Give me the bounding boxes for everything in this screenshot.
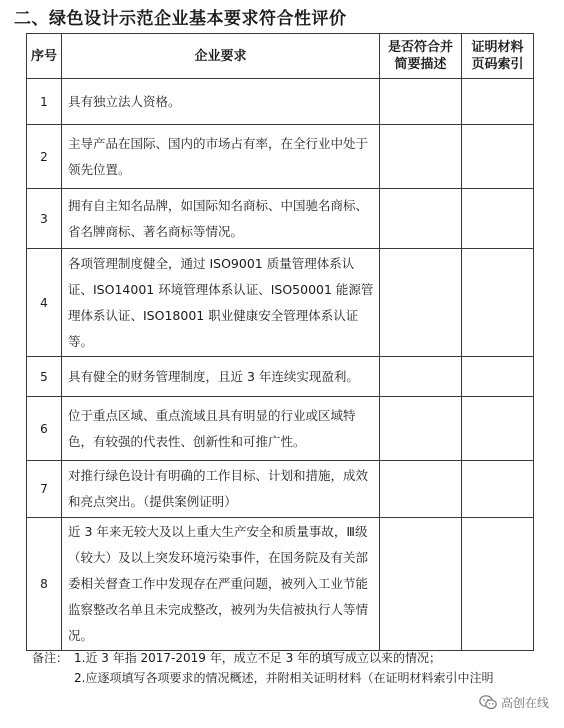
wechat-icon [479, 695, 497, 710]
table-row [27, 249, 534, 357]
requirement-text: 近 3 年来无较大及以上重大生产安全和质量事故，Ⅲ级（较大）及以上突发环境污染事件，在国务院及有关部委相关督查工作中发现存在严重问题，被列入工业节能监察整改名单且未完成整改，被列为失信被执行人等情况。 [62, 518, 380, 651]
table-row [27, 357, 534, 397]
header-evidence-line2: 页码索引 [471, 57, 524, 72]
compliance-cell[interactable] [380, 125, 462, 189]
table-row [27, 461, 534, 518]
row-number: 6 [27, 397, 62, 461]
table-row [27, 79, 534, 125]
notes-block [32, 648, 493, 688]
requirement-text: 主导产品在国际、国内的市场占有率，在全行业中处于领先位置。 [62, 125, 380, 189]
compliance-cell[interactable] [380, 189, 462, 249]
table-row [27, 518, 534, 651]
requirement-text: 拥有自主知名品牌，如国际知名商标、中国驰名商标、省名牌商标、著名商标等情况。 [62, 189, 380, 249]
requirement-text: 对推行绿色设计有明确的工作目标、计划和措施，成效和亮点突出。（提供案例证明） [62, 461, 380, 518]
evidence-cell[interactable] [462, 249, 534, 357]
watermark-text: 高创在线 [500, 696, 549, 710]
table-row [27, 397, 534, 461]
table-header-row [27, 34, 534, 79]
requirements-table [26, 33, 534, 651]
watermark [476, 693, 552, 712]
row-number: 5 [27, 357, 62, 397]
requirement-text: 位于重点区域、重点流域且具有明显的行业或区域特色，有较强的代表性、创新性和可推广性。 [62, 397, 380, 461]
note-item-2: 2.应逐项填写各项要求的情况概述，并附相关证明材料（在证明材料索引中注明 [74, 671, 494, 685]
header-serial-number: 序号 [27, 34, 62, 79]
header-enterprise-requirement: 企业要求 [62, 34, 380, 79]
header-evidence-index [462, 34, 534, 79]
compliance-cell[interactable] [380, 249, 462, 357]
compliance-cell[interactable] [380, 357, 462, 397]
row-number: 8 [27, 518, 62, 651]
note-row-1 [32, 648, 493, 668]
row-number: 2 [27, 125, 62, 189]
section-title: 二、绿色设计示范企业基本要求符合性评价 [14, 9, 347, 29]
row-number: 3 [27, 189, 62, 249]
table-row [27, 189, 534, 249]
evidence-cell[interactable] [462, 125, 534, 189]
row-number: 7 [27, 461, 62, 518]
requirement-text: 具有独立法人资格。 [62, 79, 380, 125]
compliance-cell[interactable] [380, 79, 462, 125]
header-compliance-line2: 简要描述 [394, 57, 447, 72]
evidence-cell[interactable] [462, 461, 534, 518]
evidence-cell[interactable] [462, 189, 534, 249]
header-evidence-line1: 证明材料 [471, 40, 524, 55]
evidence-cell[interactable] [462, 79, 534, 125]
requirement-text: 各项管理制度健全，通过 ISO9001 质量管理体系认证、ISO14001 环境管理体系认证、ISO50001 能源管理体系认证、ISO18001 职业健康安全管理体系认证等。 [62, 249, 380, 357]
evidence-cell[interactable] [462, 518, 534, 651]
compliance-cell[interactable] [380, 461, 462, 518]
requirement-text: 具有健全的财务管理制度，且近 3 年连续实现盈利。 [62, 357, 380, 397]
row-number: 4 [27, 249, 62, 357]
row-number: 1 [27, 79, 62, 125]
notes-label: 备注： [32, 651, 69, 665]
evidence-cell[interactable] [462, 397, 534, 461]
note-item-1: 1.近 3 年指 2017-2019 年，成立不足 3 年的填写成立以来的情况； [74, 651, 442, 665]
table-row [27, 125, 534, 189]
header-compliance-description [380, 34, 462, 79]
header-compliance-line1: 是否符合并 [387, 40, 453, 55]
compliance-cell[interactable] [380, 518, 462, 651]
compliance-cell[interactable] [380, 397, 462, 461]
evidence-cell[interactable] [462, 357, 534, 397]
